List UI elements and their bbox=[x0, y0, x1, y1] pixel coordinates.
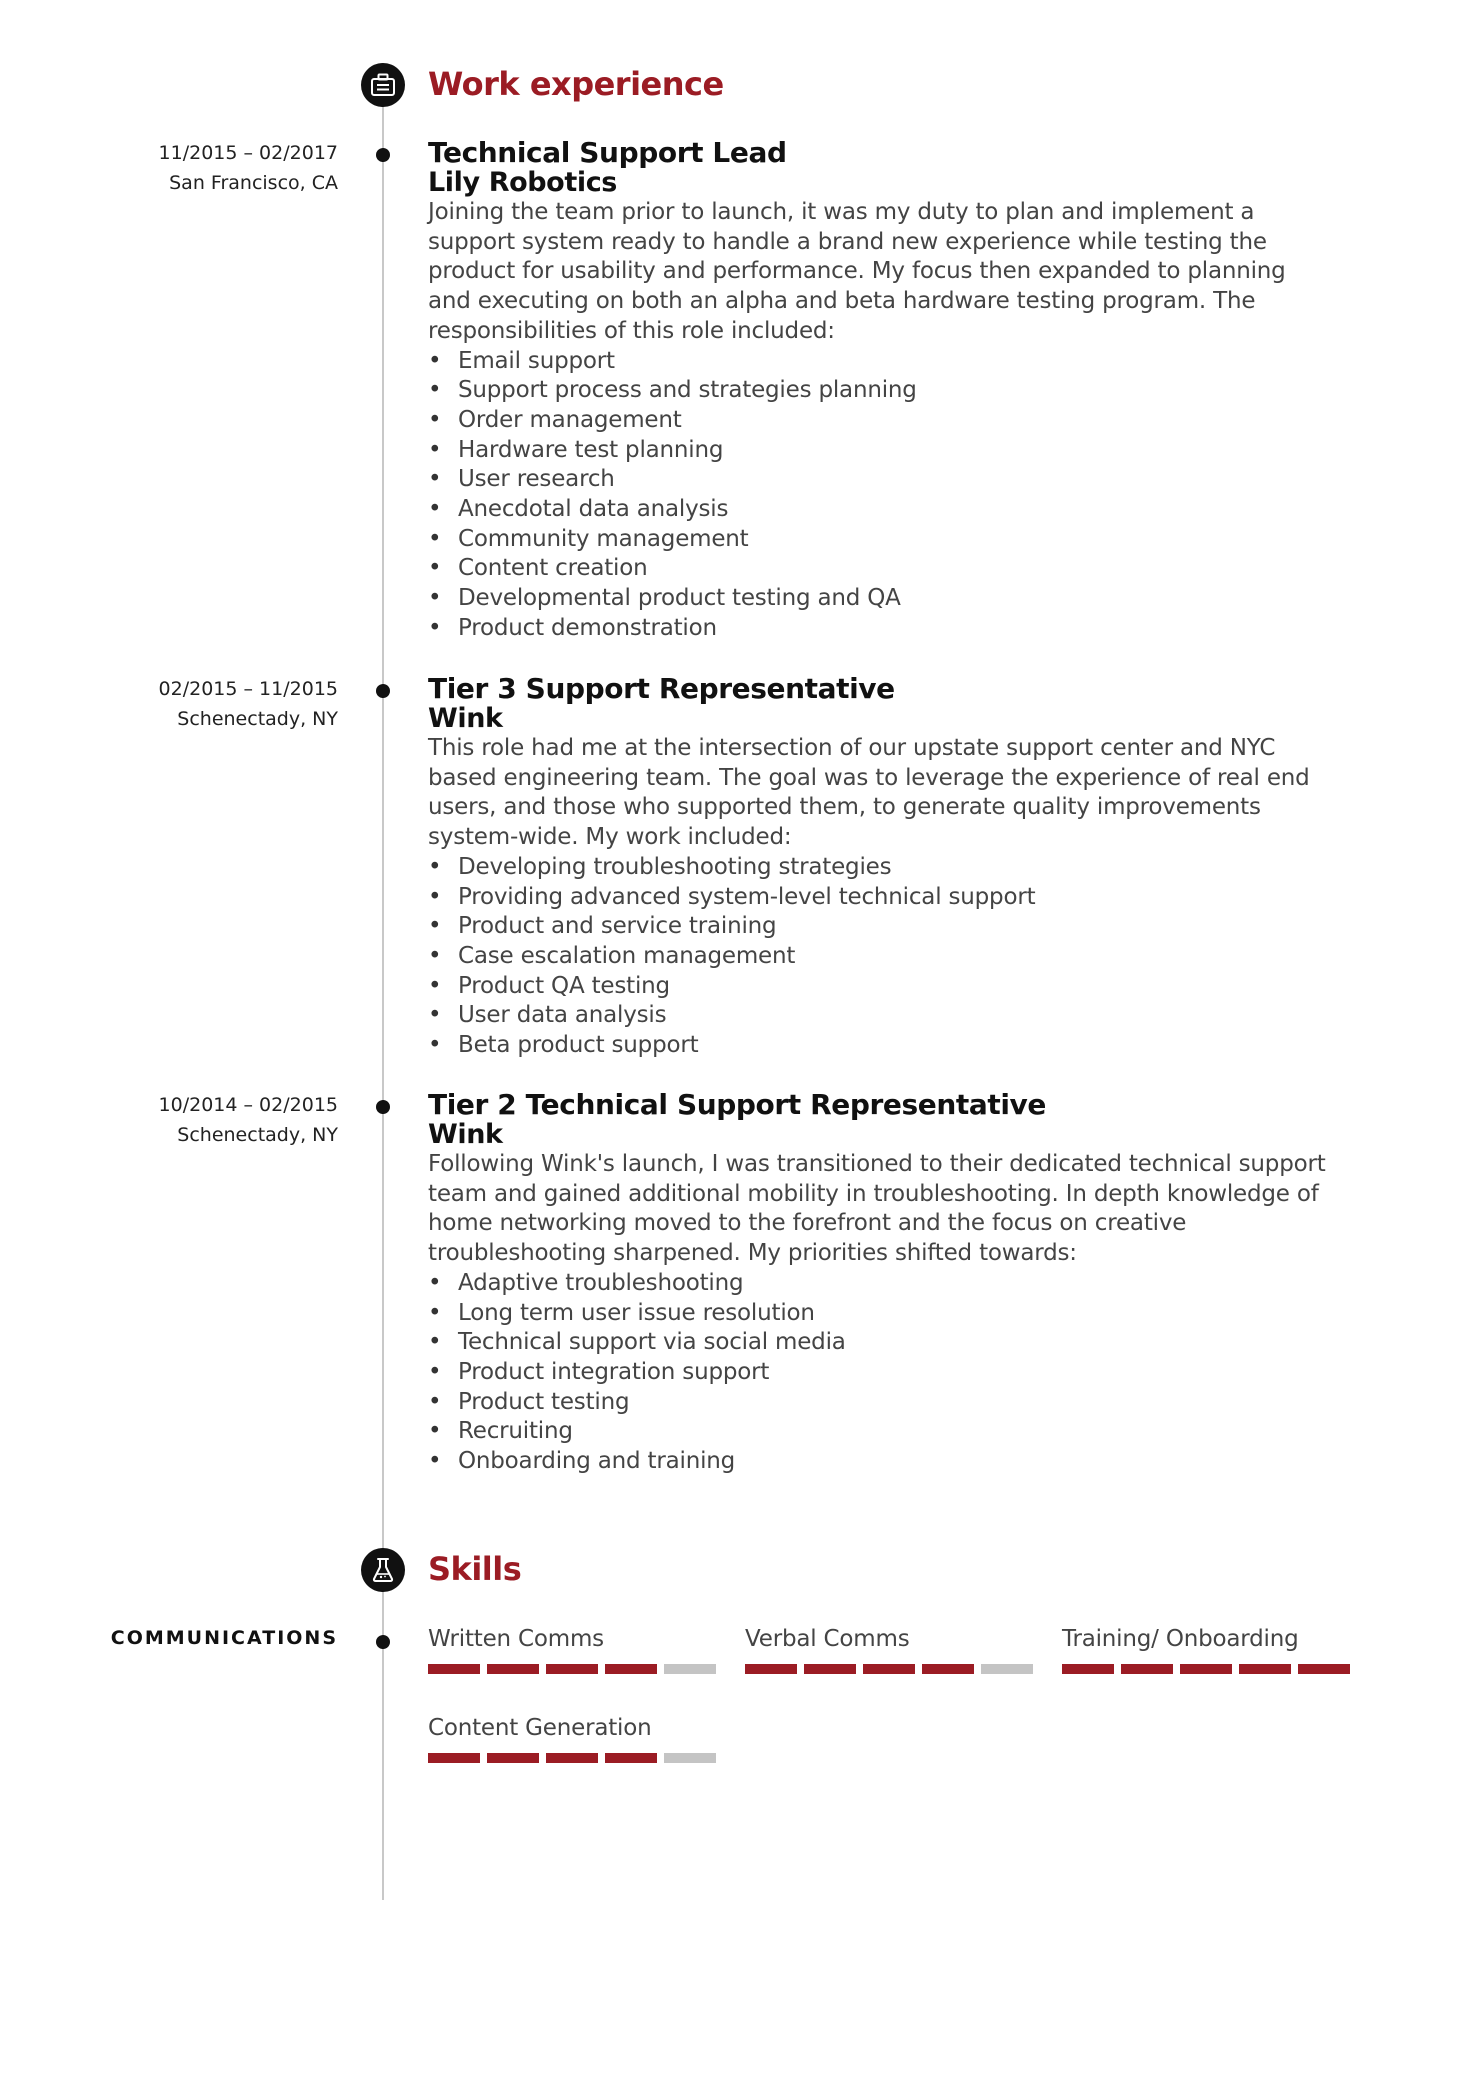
skill-segment-filled bbox=[922, 1664, 974, 1674]
job-title: Tier 3 Support Representative bbox=[428, 672, 895, 705]
job-meta bbox=[38, 674, 338, 734]
list-item: • User research bbox=[428, 465, 1328, 495]
skill-segment-filled bbox=[1062, 1664, 1114, 1674]
job-meta bbox=[38, 1090, 338, 1150]
job-title: Technical Support Lead bbox=[428, 136, 787, 169]
list-item: • Order management bbox=[428, 406, 1328, 436]
job-bullets bbox=[428, 347, 1328, 644]
company-name: Wink bbox=[428, 703, 503, 734]
skill-segment-filled bbox=[804, 1664, 856, 1674]
list-item: • User data analysis bbox=[428, 1001, 1328, 1031]
job-bullets bbox=[428, 1269, 1328, 1477]
job-dates: 10/2014 – 02/2015 bbox=[158, 1094, 338, 1116]
skill-segment-empty bbox=[664, 1753, 716, 1763]
skill-segment-filled bbox=[863, 1664, 915, 1674]
list-item: • Product integration support bbox=[428, 1358, 1328, 1388]
list-item: • Providing advanced system-level technical support bbox=[428, 883, 1328, 913]
flask-icon bbox=[361, 1548, 405, 1592]
job-description: This role had me at the intersection of our upstate support center and NYC based engineering team. The goal was to leverage the experience of real end users, and those who supported them, to generate quality improvements system-wide. My work included: bbox=[428, 735, 1310, 851]
list-item: • Technical support via social media bbox=[428, 1328, 1328, 1358]
list-item: • Adaptive troubleshooting bbox=[428, 1269, 1328, 1299]
job-content bbox=[428, 138, 1328, 644]
list-item: • Onboarding and training bbox=[428, 1447, 1328, 1477]
timeline-dot bbox=[376, 1100, 390, 1114]
list-item: • Product QA testing bbox=[428, 972, 1328, 1002]
skill-segment-filled bbox=[487, 1664, 539, 1674]
list-item: • Recruiting bbox=[428, 1417, 1328, 1447]
skill-segment-filled bbox=[546, 1753, 598, 1763]
job-location: San Francisco, CA bbox=[169, 172, 338, 194]
job-content bbox=[428, 674, 1328, 1061]
briefcase-icon bbox=[361, 63, 405, 107]
list-item: • Support process and strategies planning bbox=[428, 376, 1328, 406]
skills-title: Skills bbox=[428, 1550, 522, 1588]
skill-segment-filled bbox=[487, 1753, 539, 1763]
skill-segment-filled bbox=[1180, 1664, 1232, 1674]
skill-level-bar bbox=[745, 1664, 1045, 1674]
skill-segment-filled bbox=[546, 1664, 598, 1674]
skill-segment-filled bbox=[605, 1664, 657, 1674]
job-meta bbox=[38, 138, 338, 198]
list-item: • Developing troubleshooting strategies bbox=[428, 853, 1328, 883]
company-name: Wink bbox=[428, 1119, 503, 1150]
skill-segment-filled bbox=[428, 1753, 480, 1763]
list-item: • Anecdotal data analysis bbox=[428, 495, 1328, 525]
list-item: • Content creation bbox=[428, 554, 1328, 584]
list-item: • Developmental product testing and QA bbox=[428, 584, 1328, 614]
list-item: • Product and service training bbox=[428, 912, 1328, 942]
list-item: • Hardware test planning bbox=[428, 436, 1328, 466]
skill-segment-filled bbox=[1298, 1664, 1350, 1674]
list-item: • Product demonstration bbox=[428, 614, 1328, 644]
skill-item bbox=[428, 1624, 728, 1674]
skill-name: Verbal Comms bbox=[745, 1626, 910, 1652]
company-name: Lily Robotics bbox=[428, 167, 617, 198]
work-experience-title: Work experience bbox=[428, 65, 724, 103]
skill-item bbox=[745, 1624, 1045, 1674]
job-content bbox=[428, 1090, 1328, 1477]
job-location: Schenectady, NY bbox=[177, 1124, 338, 1146]
skill-segment-empty bbox=[981, 1664, 1033, 1674]
skill-category: COMMUNICATIONS bbox=[110, 1627, 338, 1649]
skill-segment-filled bbox=[605, 1753, 657, 1763]
skill-name: Content Generation bbox=[428, 1715, 652, 1741]
job-description: Joining the team prior to launch, it was my duty to plan and implement a support system ready to handle a brand new experience while testing the product for usability and performance. My focus then expanded to planning and executing on both an alpha and beta hardware testing program. The responsibilities of this role included: bbox=[428, 199, 1286, 344]
skill-segment-filled bbox=[1121, 1664, 1173, 1674]
skill-name: Training/ Onboarding bbox=[1062, 1626, 1299, 1652]
list-item: • Product testing bbox=[428, 1388, 1328, 1418]
list-item: • Long term user issue resolution bbox=[428, 1299, 1328, 1329]
skill-segment-filled bbox=[428, 1664, 480, 1674]
job-location: Schenectady, NY bbox=[177, 708, 338, 730]
skill-item bbox=[1062, 1624, 1362, 1674]
job-dates: 11/2015 – 02/2017 bbox=[158, 142, 338, 164]
timeline-dot bbox=[376, 684, 390, 698]
list-item: • Case escalation management bbox=[428, 942, 1328, 972]
job-bullets bbox=[428, 853, 1328, 1061]
skill-segment-filled bbox=[1239, 1664, 1291, 1674]
job-title: Tier 2 Technical Support Representative bbox=[428, 1088, 1046, 1121]
timeline-dot bbox=[376, 148, 390, 162]
skill-level-bar bbox=[1062, 1664, 1362, 1674]
timeline-line bbox=[382, 80, 384, 1900]
skill-segment-filled bbox=[745, 1664, 797, 1674]
skill-segment-empty bbox=[664, 1664, 716, 1674]
skill-level-bar bbox=[428, 1664, 728, 1674]
job-dates: 02/2015 – 11/2015 bbox=[158, 678, 338, 700]
list-item: • Email support bbox=[428, 347, 1328, 377]
skill-level-bar bbox=[428, 1753, 728, 1763]
job-description: Following Wink's launch, I was transitioned to their dedicated technical support team and gained additional mobility in troubleshooting. In depth knowledge of home networking moved to the forefront and the focus on creative troubleshooting sharpened. My priorities shifted towards: bbox=[428, 1151, 1326, 1267]
skill-item bbox=[428, 1713, 728, 1763]
list-item: • Community management bbox=[428, 525, 1328, 555]
list-item: • Beta product support bbox=[428, 1031, 1328, 1061]
timeline-dot bbox=[376, 1635, 390, 1649]
skill-name: Written Comms bbox=[428, 1626, 604, 1652]
